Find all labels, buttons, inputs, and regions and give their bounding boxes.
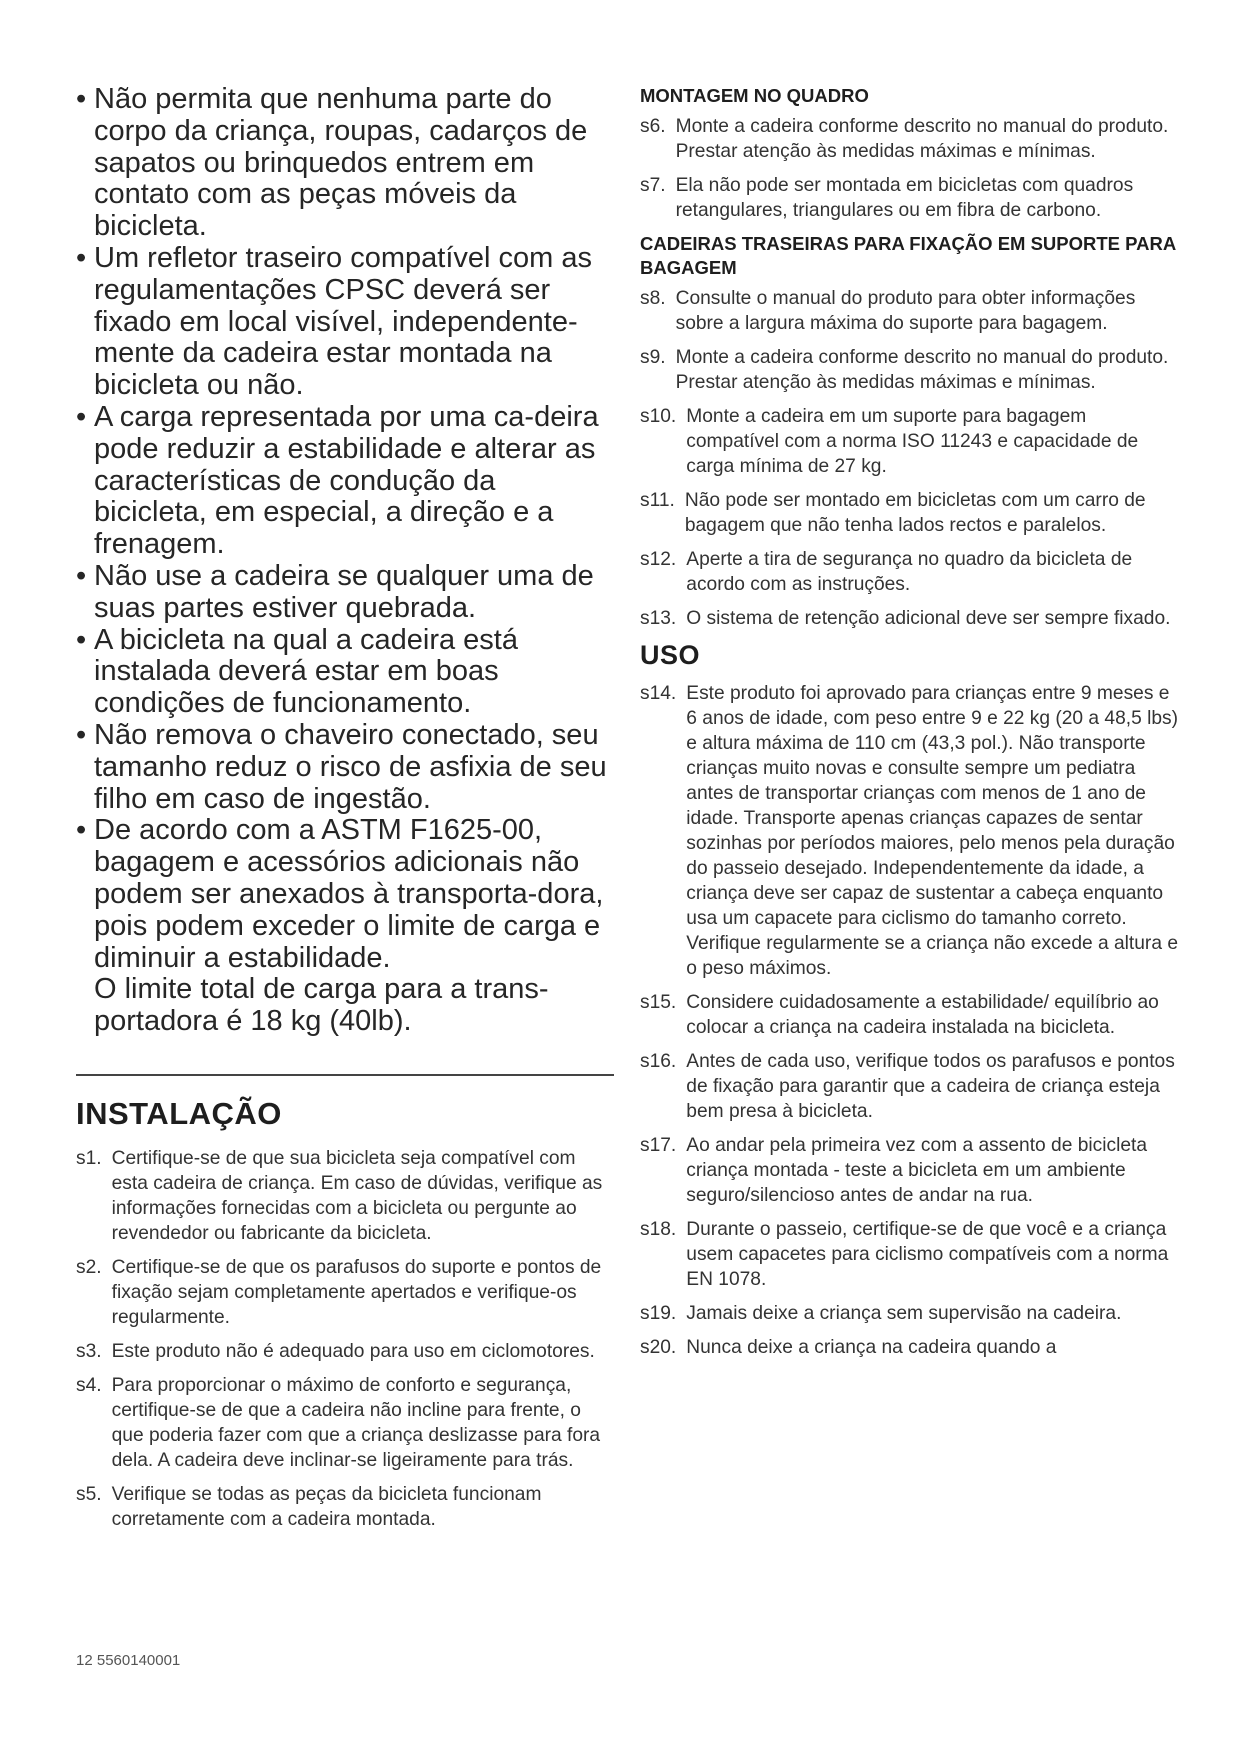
bullet-dot: • bbox=[76, 83, 87, 115]
instruction-item: s16. Antes de cada uso, verifique todos os parafusos e pontos de fixação para garantir que a cadeira de criança esteja bem presa à bicicleta. bbox=[640, 1051, 1175, 1122]
bullet-dot: • bbox=[76, 623, 87, 656]
instruction-item: s15. Considere cuidadosamente a estabilidade/ equilíbrio ao colocar a criança na cadeira instalada na bicicleta. bbox=[640, 992, 1159, 1038]
load-limit-note: O limite total de carga para a trans-portadora é 18 kg (40lb). bbox=[94, 973, 549, 1038]
uso-list bbox=[640, 681, 1180, 1360]
instruction-item: s14. Este produto foi aprovado para crianças entre 9 meses e 6 anos de idade, com peso entre 9 e 22 kg (20 a 48,5 lbs) e altura máxima de 110 cm (43,3 pol.). Não transporte crianças muito novas e consulte sempre um pediatra antes de transportar crianças com menos de 1 ano de idade. Transporte apenas crianças capazes de sentar sozinhas por períodos maiores, pelo menos pela duração do passeio desejado. Independentemente da idade, a criança deve ser capaz de sustentar a cabeça enquanto usa um capacete para ciclismo do tamanho correto. Verifique regularmente se a criança não excede a altura e o peso máximos. bbox=[640, 683, 1179, 979]
instruction-item: s7. Ela não pode ser montada em bicicletas com quadros retangulares, triangulares ou em fibra de carbono. bbox=[640, 175, 1134, 221]
bullet-item: • A bicicleta na qual a cadeira está instalada deverá estar em boas condições de funcionamento. bbox=[76, 623, 518, 720]
instruction-item: s11. Não pode ser montado em bicicletas com um carro de bagagem que não tenha lados rectos e paralelos. bbox=[640, 490, 1146, 536]
bullet-dot: • bbox=[76, 241, 87, 274]
instruction-item: s9. Monte a cadeira conforme descrito no manual do produto. Prestar atenção às medidas máximas e mínimas. bbox=[640, 347, 1169, 393]
bullet-item: • Não use a cadeira se qualquer uma de suas partes estiver quebrada. bbox=[76, 559, 594, 624]
bullet-item: • Não remova o chaveiro conectado, seu tamanho reduz o risco de asfixia de seu filho em caso de ingestão. bbox=[76, 718, 607, 815]
instruction-item: s13. O sistema de retenção adicional deve ser sempre fixado. bbox=[640, 608, 1171, 629]
instruction-item: s6. Monte a cadeira conforme descrito no manual do produto. Prestar atenção às medidas máximas e mínimas. bbox=[640, 116, 1169, 162]
instruction-item: s5. Verifique se todas as peças da bicicleta funcionam corretamente com a cadeira montada. bbox=[76, 1483, 542, 1530]
bullet-item: • Um refletor traseiro compatível com as regulamentações CPSC deverá ser fixado em local visível, independente-mente da cadeira estar montada na bicicleta ou não. bbox=[76, 241, 592, 402]
montagem-heading: MONTAGEM NO QUADRO bbox=[640, 85, 869, 106]
page-footer: 12 5560140001 bbox=[76, 1652, 181, 1669]
instruction-item: s1. Certifique-se de que sua bicicleta seja compatível com esta cadeira de criança. Em caso de dúvidas, verifique as informações fornecidas com a bicicleta ou pergunte ao revendedor ou fabricante da bicicleta. bbox=[76, 1147, 603, 1244]
instruction-item: s20. Nunca deixe a criança na cadeira quando a bbox=[640, 1337, 1057, 1358]
traseiras-list bbox=[640, 286, 1180, 631]
instruction-item: s8. Consulte o manual do produto para obter informações sobre a largura máxima do suporte para bagagem. bbox=[640, 288, 1136, 334]
instruction-item: s10. Monte a cadeira em um suporte para bagagem compatível com a norma ISO 11243 e capacidade de carga mínima de 27 kg. bbox=[640, 406, 1139, 477]
instalacao-list bbox=[76, 1146, 616, 1532]
bullet-item: • De acordo com a ASTM F1625-00, bagagem e acessórios adicionais não podem ser anexados à transporta-dora, pois podem exceder o limite de carga e diminuir a estabilidade. O limite total de carga para a trans-portadora é 18 kg (40lb). bbox=[76, 815, 616, 1038]
instruction-item: s3. Este produto não é adequado para uso em ciclomotores. bbox=[76, 1340, 595, 1362]
instruction-item: s19. Jamais deixe a criança sem supervisão na cadeira. bbox=[640, 1303, 1122, 1324]
safety-bullet-list bbox=[76, 84, 616, 1038]
instruction-item: s4. Para proporcionar o máximo de conforto e segurança, certifique-se de que a cadeira não incline para frente, o que poderia fazer com que a criança deslizasse para fora dela. A cadeira deve inclinar-se ligeiramente para trás. bbox=[76, 1374, 601, 1471]
bullet-dot: • bbox=[76, 559, 87, 592]
section-divider bbox=[76, 1074, 614, 1076]
instruction-item: s18. Durante o passeio, certifique-se de que você e a criança usem capacetes para ciclismo compatíveis com a norma EN 1078. bbox=[640, 1219, 1169, 1290]
instruction-item: s12. Aperte a tira de segurança no quadro da bicicleta de acordo com as instruções. bbox=[640, 549, 1133, 595]
montagem-list bbox=[640, 114, 1180, 223]
bullet-dot: • bbox=[76, 718, 87, 751]
bullet-dot: • bbox=[76, 400, 87, 433]
instruction-item: s2. Certifique-se de que os parafusos do suporte e pontos de fixação sejam completamente apertados e verifique-os regularmente. bbox=[76, 1256, 602, 1328]
bullet-item: • Não permita que nenhuma parte do corpo da criança, roupas, cadarços de sapatos ou brinquedos entrem em contato com as peças móveis da bicicleta. bbox=[76, 83, 588, 243]
right-column bbox=[640, 84, 1180, 1369]
instalacao-heading: INSTALAÇÃO bbox=[76, 1095, 282, 1131]
instruction-item: s17. Ao andar pela primeira vez com a assento de bicicleta criança montada - teste a bicicleta em um ambiente seguro/silencioso antes de andar na rua. bbox=[640, 1135, 1148, 1206]
bullet-dot: • bbox=[76, 814, 87, 847]
uso-heading: USO bbox=[640, 640, 701, 670]
left-column bbox=[76, 84, 616, 1541]
bullet-item: • A carga representada por uma ca-deira pode reduzir a estabilidade e alterar as características de condução da bicicleta, em especial, a direção e a frenagem. bbox=[76, 400, 599, 561]
traseiras-heading: CADEIRAS TRASEIRAS PARA FIXAÇÃO EM SUPORTE PARA BAGAGEM bbox=[640, 233, 1176, 278]
